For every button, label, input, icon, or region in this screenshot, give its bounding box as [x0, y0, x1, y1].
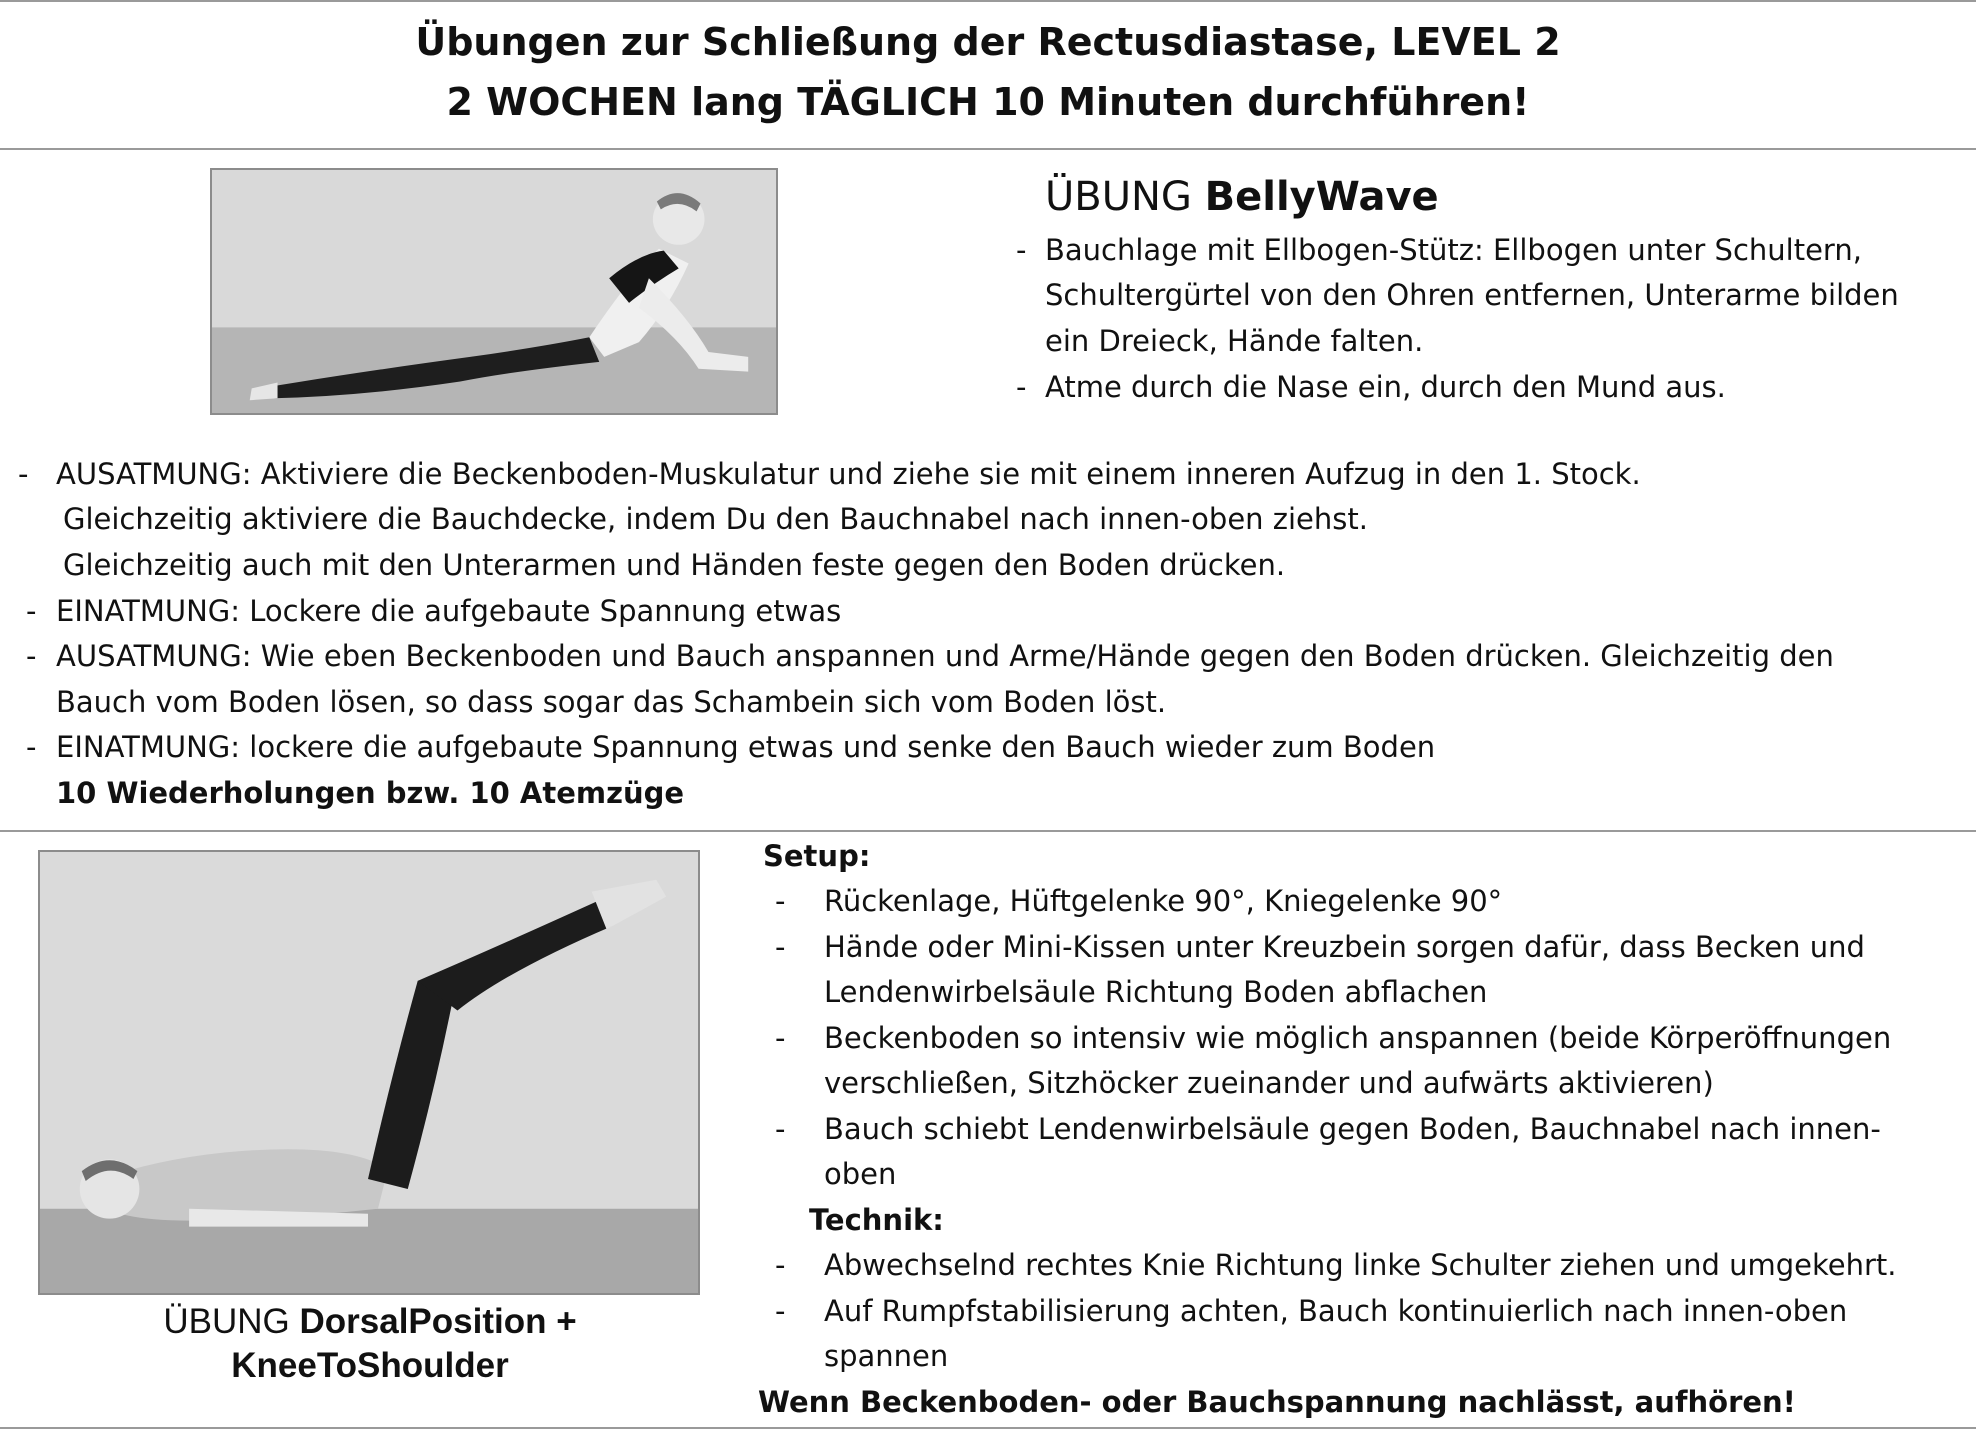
- exercise1-heading: [1045, 172, 1439, 222]
- ex1-step-dash-0: -: [18, 457, 29, 491]
- ex1-reps: 10 Wiederholungen bzw. 10 Atemzüge: [56, 776, 685, 810]
- ex2-setup-line-3-0: Bauch schiebt Lendenwirbelsäule gegen Boden, Bauchnabel nach innen-: [824, 1112, 1881, 1146]
- ex1-setup-dash-1: -: [1016, 370, 1027, 404]
- ex1-step-dash-3: -: [26, 730, 37, 764]
- ex2-setup-line-0-0: Rückenlage, Hüftgelenke 90°, Kniegelenke 90°: [824, 884, 1503, 918]
- ex1-setup-dash-0: -: [1016, 233, 1027, 267]
- ex1-step-line-0-0: AUSATMUNG: Aktiviere die Beckenboden-Muskulatur und ziehe sie mit einem inneren Aufzug in den 1. Stock.: [56, 457, 1641, 491]
- header-divider: [0, 148, 1976, 150]
- ex2-technik-line-1-1: spannen: [824, 1339, 949, 1373]
- page-subtitle: 2 WOCHEN lang TÄGLICH 10 Minuten durchführen!: [446, 80, 1530, 124]
- exercise2-name-line2: KneeToShoulder: [231, 1346, 509, 1385]
- exercise2-prefix: ÜBUNG: [163, 1302, 290, 1341]
- section-divider: [0, 830, 1976, 832]
- ex2-setup-dash-3: -: [775, 1112, 786, 1146]
- ex2-technik-line-1-0: Auf Rumpfstabilisierung achten, Bauch kontinuierlich nach innen-oben: [824, 1294, 1848, 1328]
- ex2-technik-dash-0: -: [775, 1248, 786, 1282]
- ex2-setup-line-2-1: verschließen, Sitzhöcker zueinander und aufwärts aktivieren): [824, 1066, 1714, 1100]
- ex1-step-line-2-0: AUSATMUNG: Wie eben Beckenboden und Bauch anspannen und Arme/Hände gegen den Boden drücken. Gleichzeitig den: [56, 639, 1834, 673]
- bellywave-illustration: [212, 170, 776, 413]
- page-title: Übungen zur Schließung der Rectusdiastase, LEVEL 2: [415, 20, 1561, 64]
- ex2-setup-line-1-0: Hände oder Mini-Kissen unter Kreuzbein sorgen dafür, dass Becken und: [824, 930, 1865, 964]
- ex2-setup-dash-0: -: [775, 884, 786, 918]
- ex2-setup-line-3-1: oben: [824, 1157, 897, 1191]
- exercise1-name: BellyWave: [1204, 174, 1439, 220]
- kneetoshoulder-photo: [38, 850, 700, 1295]
- ex2-setup-line-1-1: Lendenwirbelsäule Richtung Boden abflachen: [824, 975, 1488, 1009]
- ex2-setup-dash-1: -: [775, 930, 786, 964]
- ex1-step-line-3-0: EINATMUNG: lockere die aufgebaute Spannung etwas und senke den Bauch wieder zum Boden: [56, 730, 1436, 764]
- ex2-technik-label: Technik:: [809, 1203, 944, 1237]
- ex1-setup-line-0-0: Bauchlage mit Ellbogen-Stütz: Ellbogen unter Schultern,: [1045, 233, 1862, 267]
- ex1-setup-line-0-2: ein Dreieck, Hände falten.: [1045, 324, 1424, 358]
- exercise2-caption: [40, 1300, 700, 1388]
- ex1-setup-line-1-0: Atme durch die Nase ein, durch den Mund aus.: [1045, 370, 1726, 404]
- ex1-step-dash-2: -: [26, 639, 37, 673]
- ex1-step-line-1-0: EINATMUNG: Lockere die aufgebaute Spannung etwas: [56, 594, 842, 628]
- ex1-step-line-0-2: Gleichzeitig auch mit den Unterarmen und Händen feste gegen den Boden drücken.: [63, 548, 1286, 582]
- ex1-setup-line-0-1: Schultergürtel von den Ohren entfernen, Unterarme bilden: [1045, 278, 1899, 312]
- ex2-technik-dash-1: -: [775, 1294, 786, 1328]
- ex2-setup-label: Setup:: [763, 839, 871, 873]
- ex2-warning: Wenn Beckenboden- oder Bauchspannung nachlässt, aufhören!: [758, 1385, 1796, 1419]
- ex1-step-dash-1: -: [26, 594, 37, 628]
- ex1-step-line-0-1: Gleichzeitig aktiviere die Bauchdecke, indem Du den Bauchnabel nach innen-oben ziehst.: [63, 502, 1368, 536]
- exercise1-prefix: ÜBUNG: [1045, 174, 1192, 220]
- kneetoshoulder-illustration: [40, 852, 698, 1293]
- ex2-setup-line-2-0: Beckenboden so intensiv wie möglich anspannen (beide Körperöffnungen: [824, 1021, 1892, 1055]
- exercise2-name-line1: DorsalPosition +: [299, 1302, 577, 1341]
- bottom-rule: [0, 1427, 1976, 1429]
- ex2-technik-line-0-0: Abwechselnd rechtes Knie Richtung linke Schulter ziehen und umgekehrt.: [824, 1248, 1897, 1282]
- ex2-setup-dash-2: -: [775, 1021, 786, 1055]
- bellywave-photo: [210, 168, 778, 415]
- top-rule: [0, 0, 1976, 2]
- ex1-step-line-2-1: Bauch vom Boden lösen, so dass sogar das Schambein sich vom Boden löst.: [56, 685, 1167, 719]
